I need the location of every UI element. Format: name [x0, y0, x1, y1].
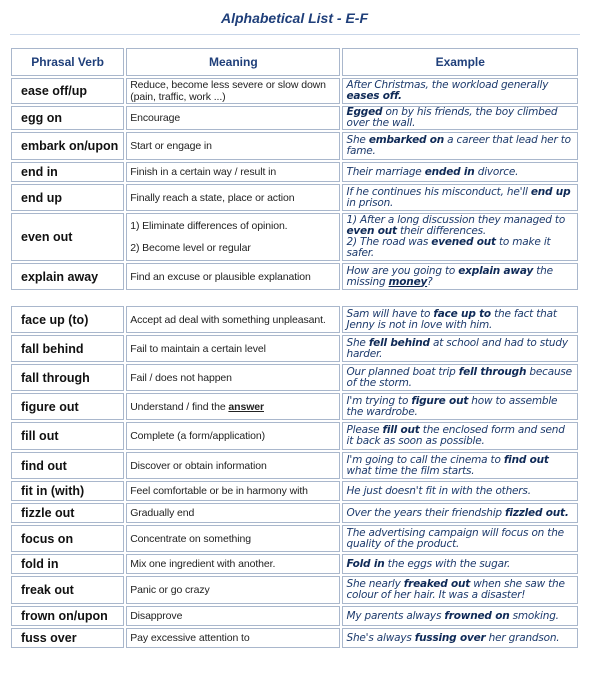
meaning-line: 2) Become level or regular: [130, 242, 251, 254]
example-text: Over the years their friendship: [346, 506, 506, 519]
example-text: when she saw the colour of her hair. It was a disaster!: [346, 578, 565, 601]
meaning-text: Panic or go crazy: [130, 584, 210, 596]
example-highlight: find out: [503, 453, 549, 466]
table-row: [11, 335, 578, 362]
meaning-text: Finish in a certain way / result in: [130, 166, 277, 178]
phrasal-verb-cell: fizzle out: [11, 503, 124, 523]
example-text: the enclosed form and send it back as soon as possible.: [346, 424, 565, 447]
example-text: divorce.: [474, 165, 519, 178]
example-text: at school and had to study harder.: [346, 336, 568, 360]
meaning-cell: [126, 554, 340, 574]
meaning-text: Feel comfortable or be in harmony with: [130, 485, 308, 497]
phrasal-verb-cell: even out: [11, 213, 124, 261]
meaning-cell: [126, 452, 340, 479]
example-text: the missing: [346, 264, 553, 288]
page-title: Alphabetical List - E-F: [220, 10, 368, 26]
phrasal-verb-cell: frown on/upon: [11, 606, 124, 626]
phrasal-verb-cell: explain away: [11, 263, 124, 290]
phrasal-verb-cell: focus on: [11, 525, 124, 552]
table-row: [11, 576, 578, 604]
meaning-text: Fail / does not happen: [130, 371, 232, 384]
example-highlight: fussing over: [414, 631, 486, 644]
example-text: a career that lead her to fame.: [346, 134, 571, 157]
example-highlight: embarked on: [368, 134, 445, 146]
example-cell: [342, 554, 578, 574]
example-cell: [342, 452, 578, 479]
example-highlight: fill out: [382, 424, 420, 436]
example-text: My parents always: [346, 609, 445, 622]
title-divider: [10, 34, 580, 35]
table-row: [11, 554, 578, 574]
phrasal-verb-cell: fuss over: [11, 628, 124, 648]
meaning-cell: [126, 213, 340, 261]
table-row: [11, 184, 578, 211]
example-text: her grandson.: [485, 631, 560, 644]
table-row: [11, 306, 578, 333]
header-meaning: Meaning: [126, 48, 340, 76]
meaning-text: Complete (a form/application): [130, 430, 266, 442]
phrasal-verb-cell: face up (to): [11, 306, 124, 333]
meaning-cell: [126, 78, 340, 104]
phrasal-verb-cell: fall through: [11, 364, 124, 391]
meaning-text: Understand / find the: [130, 400, 229, 413]
meaning-text: Start or engage in: [130, 140, 212, 152]
meaning-text: Disapprove: [130, 610, 183, 622]
example-highlight: Egged: [346, 106, 383, 118]
example-text: After Christmas, the workload generally: [346, 79, 549, 91]
example-highlight: figure out: [411, 394, 469, 407]
phrasal-verb-cell: end up: [11, 184, 124, 211]
meaning-text: Pay excessive attention to: [130, 632, 250, 644]
example-cell: [342, 481, 578, 501]
example-text: the eggs with the sugar.: [384, 557, 511, 570]
example-text: 2) The road was: [346, 236, 432, 248]
example-text: She: [346, 336, 369, 349]
example-cell: [342, 162, 578, 182]
phrasal-verb-cell: ease off/up: [11, 78, 124, 104]
example-highlight: frowned on: [444, 609, 510, 622]
phrasal-verb-cell: embark on/upon: [11, 132, 124, 160]
table-row: [11, 422, 578, 450]
example-cell: [342, 306, 578, 333]
table-header-row: [11, 48, 578, 76]
meaning-text: Mix one ingredient with another.: [130, 558, 276, 570]
table-row: [11, 263, 578, 290]
phrasal-verb-cell: find out: [11, 452, 124, 479]
answer-link[interactable]: answer: [228, 400, 264, 413]
meaning-cell: [126, 106, 340, 130]
meaning-line: 1) Eliminate differences of opinion.: [130, 220, 288, 232]
example-highlight: Fold in: [346, 557, 385, 570]
example-text: She: [346, 134, 369, 146]
example-text: 1) After a long discussion they managed to: [346, 214, 566, 226]
meaning-text: Accept ad deal with something unpleasant.: [130, 313, 326, 326]
example-cell: [342, 335, 578, 362]
example-text: smoking.: [509, 609, 559, 622]
phrasal-verb-cell: figure out: [11, 393, 124, 420]
meaning-cell: [126, 628, 340, 648]
example-highlight: even out: [346, 225, 397, 237]
example-cell: [342, 628, 578, 648]
example-highlight: fell through: [458, 365, 527, 378]
example-cell: [342, 576, 578, 604]
example-text: the fact that Jenny is not in love with him.: [346, 307, 557, 331]
example-highlight: face up to: [433, 307, 491, 320]
example-text: I'm trying to: [346, 394, 412, 407]
money-link[interactable]: money: [388, 275, 428, 288]
meaning-cell: [126, 422, 340, 450]
example-cell: [342, 422, 578, 450]
example-text: ?: [427, 275, 433, 288]
table-row: [11, 132, 578, 160]
meaning-text: Finally reach a state, place or action: [130, 191, 295, 204]
example-text: their differences.: [396, 225, 487, 237]
phrasal-verb-cell: freak out: [11, 576, 124, 604]
meaning-text: Concentrate on something: [130, 532, 251, 545]
example-text: How are you going to: [346, 264, 459, 277]
example-cell: [342, 132, 578, 160]
example-highlight: fizzled out.: [505, 506, 569, 519]
meaning-cell: [126, 393, 340, 420]
example-cell: [342, 364, 578, 391]
example-text: He just doesn't fit in with the others.: [346, 484, 531, 497]
example-cell: [342, 503, 578, 523]
meaning-cell: [126, 481, 340, 501]
meaning-cell: [126, 606, 340, 626]
example-text: to make it safer.: [346, 236, 551, 259]
table-row: [11, 162, 578, 182]
example-text: Please: [346, 424, 383, 436]
meaning-text: Discover or obtain information: [130, 459, 267, 472]
example-highlight: freaked out: [403, 578, 471, 590]
meaning-cell: [126, 503, 340, 523]
example-text: If he continues his misconduct, he'll: [346, 185, 531, 198]
table-row: [11, 628, 578, 648]
phrasal-verb-cell: fold in: [11, 554, 124, 574]
example-cell: [342, 263, 578, 290]
table-row: [11, 78, 578, 104]
table-row: [11, 106, 578, 130]
example-cell: [342, 106, 578, 130]
spacer-cell: [11, 292, 578, 304]
example-cell: [342, 525, 578, 552]
example-highlight: end up: [530, 185, 571, 198]
meaning-text: Gradually end: [130, 507, 195, 519]
meaning-cell: [126, 306, 340, 333]
table-row: [11, 364, 578, 391]
example-cell: [342, 213, 578, 261]
phrasal-verb-cell: fall behind: [11, 335, 124, 362]
example-text: Sam will have to: [346, 307, 434, 320]
table-row: [11, 503, 578, 523]
example-text: I'm going to call the cinema to: [346, 453, 504, 466]
phrasal-verb-cell: fit in (with): [11, 481, 124, 501]
example-cell: [342, 393, 578, 420]
meaning-cell: [126, 263, 340, 290]
phrasal-verb-cell: egg on: [11, 106, 124, 130]
table-row: [11, 393, 578, 420]
header-phrasal-verb: Phrasal Verb: [11, 48, 124, 76]
example-text: She nearly: [346, 578, 404, 590]
example-text: Their marriage: [346, 165, 425, 178]
example-text: how to assemble the wardrobe.: [346, 394, 558, 418]
meaning-cell: [126, 364, 340, 391]
example-cell: [342, 606, 578, 626]
example-highlight: explain away: [458, 264, 534, 277]
table-row: [11, 213, 578, 261]
table-row: [11, 525, 578, 552]
example-highlight: fell behind: [368, 336, 430, 349]
phrasal-verb-table: [9, 46, 580, 650]
meaning-text: Reduce, become less severe or slow down (pain, traffic, work ...): [130, 79, 326, 103]
table-row: [11, 481, 578, 501]
example-text: She's always: [346, 631, 415, 644]
meaning-cell: [126, 525, 340, 552]
phrasal-verb-cell: fill out: [11, 422, 124, 450]
meaning-text: Encourage: [130, 112, 181, 124]
meaning-cell: [126, 335, 340, 362]
example-text: in prison.: [346, 196, 394, 209]
meaning-cell: [126, 184, 340, 211]
example-text: what time the film starts.: [346, 464, 475, 477]
header-example: Example: [342, 48, 578, 76]
example-highlight: evened out: [431, 236, 496, 248]
table-row: [11, 452, 578, 479]
meaning-cell: [126, 132, 340, 160]
example-text: on by his friends, the boy climbed over the wall.: [346, 106, 558, 129]
example-cell: [342, 78, 578, 104]
example-text: because of the storm.: [346, 365, 572, 389]
meaning-cell: [126, 162, 340, 182]
section-spacer: [11, 292, 578, 304]
example-highlight: eases off.: [346, 90, 402, 102]
example-highlight: ended in: [424, 165, 475, 178]
example-cell: [342, 184, 578, 211]
example-text: Our planned boat trip: [346, 365, 459, 378]
phrasal-verb-cell: end in: [11, 162, 124, 182]
example-text: The advertising campaign will focus on the quality of the product.: [346, 526, 564, 550]
table-row: [11, 606, 578, 626]
meaning-cell: [126, 576, 340, 604]
meaning-text: Find an excuse or plausible explanation: [130, 270, 311, 283]
meaning-text: Fail to maintain a certain level: [130, 342, 266, 355]
table-body: [11, 78, 578, 648]
